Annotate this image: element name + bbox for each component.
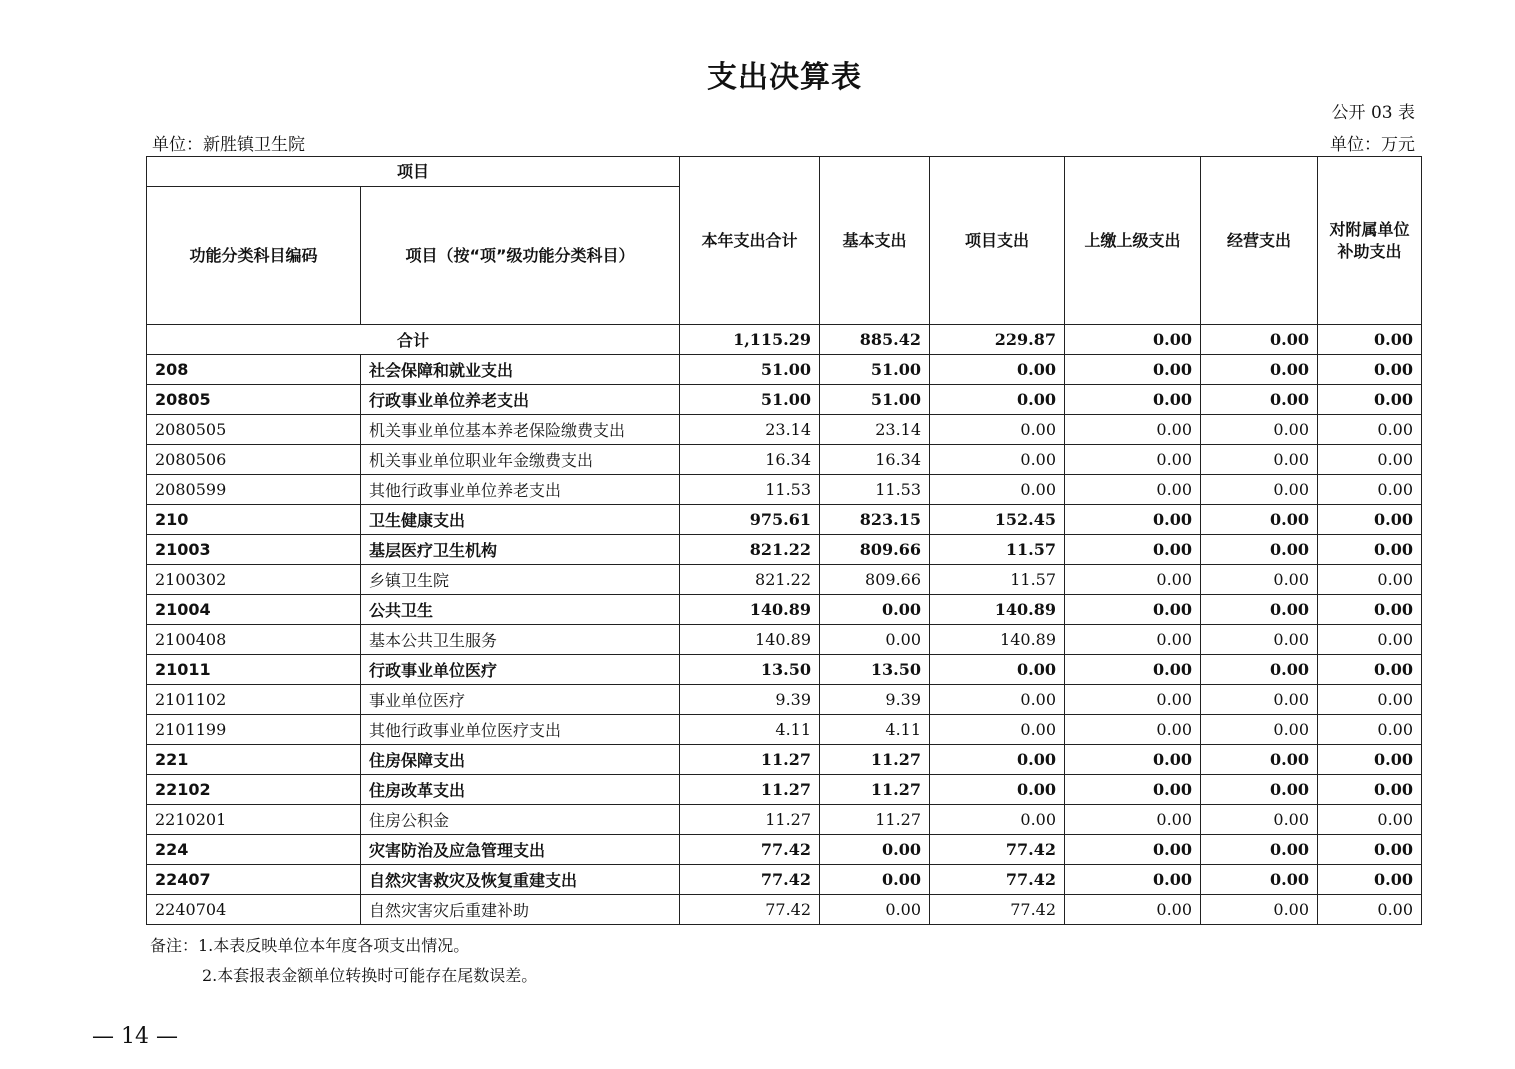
cell-project: 0.00	[930, 415, 1065, 445]
table-row	[147, 715, 1422, 745]
cell-upper: 0.00	[1065, 685, 1201, 715]
header-project: 项目支出	[930, 157, 1065, 325]
cell-subsidy: 0.00	[1318, 835, 1422, 865]
form-number: 公开 03 表	[1331, 103, 1415, 123]
cell-name: 其他行政事业单位医疗支出	[361, 715, 680, 745]
cell-upper: 0.00	[1065, 355, 1201, 385]
page-number: — 14 —	[92, 1024, 178, 1049]
cell-upper: 0.00	[1065, 505, 1201, 535]
cell-project: 0.00	[930, 475, 1065, 505]
cell-upper: 0.00	[1065, 475, 1201, 505]
cell-basic: 13.50	[820, 655, 930, 685]
cell-business: 0.00	[1201, 655, 1318, 685]
table-body	[147, 325, 1422, 925]
cell-business: 0.00	[1201, 505, 1318, 535]
cell-basic: 16.34	[820, 445, 930, 475]
cell-basic: 11.27	[820, 775, 930, 805]
cell-subsidy: 0.00	[1318, 325, 1422, 355]
cell-total: 821.22	[680, 535, 820, 565]
cell-project: 0.00	[930, 745, 1065, 775]
cell-total: 140.89	[680, 625, 820, 655]
cell-name: 行政事业单位养老支出	[361, 385, 680, 415]
cell-basic: 23.14	[820, 415, 930, 445]
cell-project: 11.57	[930, 535, 1065, 565]
table-row	[147, 685, 1422, 715]
cell-basic: 11.53	[820, 475, 930, 505]
cell-basic: 0.00	[820, 865, 930, 895]
cell-business: 0.00	[1201, 745, 1318, 775]
cell-total: 13.50	[680, 655, 820, 685]
header-row-1	[147, 157, 1422, 187]
cell-business: 0.00	[1201, 475, 1318, 505]
cell-upper: 0.00	[1065, 865, 1201, 895]
cell-subsidy: 0.00	[1318, 805, 1422, 835]
cell-upper: 0.00	[1065, 895, 1201, 925]
cell-subsidy: 0.00	[1318, 415, 1422, 445]
cell-code: 2101102	[147, 685, 361, 715]
cell-total: 821.22	[680, 565, 820, 595]
cell-basic: 0.00	[820, 625, 930, 655]
cell-project: 140.89	[930, 625, 1065, 655]
cell-project: 0.00	[930, 655, 1065, 685]
cell-basic: 823.15	[820, 505, 930, 535]
cell-upper: 0.00	[1065, 715, 1201, 745]
cell-business: 0.00	[1201, 715, 1318, 745]
table-row	[147, 505, 1422, 535]
expenditure-table	[146, 156, 1422, 925]
cell-subsidy: 0.00	[1318, 355, 1422, 385]
cell-basic: 11.27	[820, 745, 930, 775]
cell-basic: 809.66	[820, 565, 930, 595]
header-upper: 上缴上级支出	[1065, 157, 1201, 325]
cell-code: 2100408	[147, 625, 361, 655]
cell-basic: 51.00	[820, 385, 930, 415]
table-row	[147, 445, 1422, 475]
table-row	[147, 745, 1422, 775]
cell-basic: 9.39	[820, 685, 930, 715]
cell-total: 9.39	[680, 685, 820, 715]
cell-name: 住房公积金	[361, 805, 680, 835]
cell-business: 0.00	[1201, 805, 1318, 835]
cell-total: 140.89	[680, 595, 820, 625]
cell-subsidy: 0.00	[1318, 655, 1422, 685]
cell-code: 210	[147, 505, 361, 535]
cell-upper: 0.00	[1065, 655, 1201, 685]
cell-business: 0.00	[1201, 565, 1318, 595]
cell-business: 0.00	[1201, 685, 1318, 715]
cell-name: 机关事业单位职业年金缴费支出	[361, 445, 680, 475]
cell-business: 0.00	[1201, 595, 1318, 625]
total-row	[147, 325, 1422, 355]
table-row	[147, 565, 1422, 595]
cell-code: 2240704	[147, 895, 361, 925]
cell-basic: 0.00	[820, 895, 930, 925]
table-row	[147, 775, 1422, 805]
cell-subsidy: 0.00	[1318, 745, 1422, 775]
cell-subsidy: 0.00	[1318, 505, 1422, 535]
table-row	[147, 805, 1422, 835]
cell-upper: 0.00	[1065, 805, 1201, 835]
table-row	[147, 625, 1422, 655]
cell-code: 22102	[147, 775, 361, 805]
cell-total: 11.27	[680, 745, 820, 775]
cell-total: 77.42	[680, 865, 820, 895]
cell-subsidy: 0.00	[1318, 565, 1422, 595]
cell-name: 其他行政事业单位养老支出	[361, 475, 680, 505]
cell-upper: 0.00	[1065, 535, 1201, 565]
cell-business: 0.00	[1201, 625, 1318, 655]
cell-business: 0.00	[1201, 415, 1318, 445]
note-2: 2.本套报表金额单位转换时可能存在尾数误差。	[202, 966, 538, 985]
cell-subsidy: 0.00	[1318, 865, 1422, 895]
cell-upper: 0.00	[1065, 775, 1201, 805]
cell-basic: 809.66	[820, 535, 930, 565]
cell-name: 自然灾害灾后重建补助	[361, 895, 680, 925]
cell-total: 16.34	[680, 445, 820, 475]
cell-code: 2080505	[147, 415, 361, 445]
cell-project: 77.42	[930, 895, 1065, 925]
cell-name: 卫生健康支出	[361, 505, 680, 535]
table-row	[147, 415, 1422, 445]
table-row	[147, 475, 1422, 505]
cell-upper: 0.00	[1065, 595, 1201, 625]
cell-name: 自然灾害救灾及恢复重建支出	[361, 865, 680, 895]
cell-project: 229.87	[930, 325, 1065, 355]
cell-project: 0.00	[930, 805, 1065, 835]
cell-code: 224	[147, 835, 361, 865]
cell-code: 21011	[147, 655, 361, 685]
cell-business: 0.00	[1201, 355, 1318, 385]
cell-upper: 0.00	[1065, 625, 1201, 655]
document-title: 支出决算表	[707, 60, 862, 95]
cell-upper: 0.00	[1065, 445, 1201, 475]
cell-business: 0.00	[1201, 865, 1318, 895]
currency-unit: 单位：万元	[1330, 135, 1415, 155]
organization-unit: 单位：新胜镇卫生院	[152, 135, 305, 155]
header-name: 项目（按“项”级功能分类科目）	[361, 187, 680, 325]
cell-code: 2210201	[147, 805, 361, 835]
cell-name: 社会保障和就业支出	[361, 355, 680, 385]
cell-code: 22407	[147, 865, 361, 895]
cell-subsidy: 0.00	[1318, 595, 1422, 625]
header-code: 功能分类科目编码	[147, 187, 361, 325]
table-row	[147, 865, 1422, 895]
cell-code: 2101199	[147, 715, 361, 745]
cell-code: 20805	[147, 385, 361, 415]
table-row	[147, 355, 1422, 385]
cell-code: 21003	[147, 535, 361, 565]
cell-subsidy: 0.00	[1318, 625, 1422, 655]
cell-business: 0.00	[1201, 835, 1318, 865]
cell-name: 灾害防治及应急管理支出	[361, 835, 680, 865]
cell-basic: 11.27	[820, 805, 930, 835]
cell-code: 21004	[147, 595, 361, 625]
cell-upper: 0.00	[1065, 835, 1201, 865]
cell-subsidy: 0.00	[1318, 535, 1422, 565]
cell-name: 事业单位医疗	[361, 685, 680, 715]
cell-project: 0.00	[930, 385, 1065, 415]
cell-project: 0.00	[930, 685, 1065, 715]
cell-project: 140.89	[930, 595, 1065, 625]
table-row	[147, 895, 1422, 925]
cell-code: 2080506	[147, 445, 361, 475]
cell-basic: 4.11	[820, 715, 930, 745]
cell-project: 0.00	[930, 355, 1065, 385]
cell-total: 51.00	[680, 385, 820, 415]
cell-code: 208	[147, 355, 361, 385]
cell-basic: 885.42	[820, 325, 930, 355]
cell-upper: 0.00	[1065, 385, 1201, 415]
cell-subsidy: 0.00	[1318, 475, 1422, 505]
cell-name: 基本公共卫生服务	[361, 625, 680, 655]
cell-subsidy: 0.00	[1318, 385, 1422, 415]
total-label: 合计	[147, 325, 680, 355]
note-1: 备注：1.本表反映单位本年度各项支出情况。	[150, 936, 470, 955]
header-subsidy: 对附属单位补助支出	[1318, 157, 1422, 325]
cell-project: 11.57	[930, 565, 1065, 595]
cell-upper: 0.00	[1065, 415, 1201, 445]
cell-project: 0.00	[930, 445, 1065, 475]
cell-code: 2080599	[147, 475, 361, 505]
cell-subsidy: 0.00	[1318, 775, 1422, 805]
cell-business: 0.00	[1201, 445, 1318, 475]
cell-basic: 0.00	[820, 595, 930, 625]
cell-total: 1,115.29	[680, 325, 820, 355]
cell-basic: 51.00	[820, 355, 930, 385]
cell-business: 0.00	[1201, 895, 1318, 925]
cell-subsidy: 0.00	[1318, 685, 1422, 715]
cell-upper: 0.00	[1065, 565, 1201, 595]
table-row	[147, 385, 1422, 415]
cell-name: 乡镇卫生院	[361, 565, 680, 595]
cell-total: 77.42	[680, 835, 820, 865]
cell-total: 11.53	[680, 475, 820, 505]
cell-code: 221	[147, 745, 361, 775]
cell-name: 住房改革支出	[361, 775, 680, 805]
cell-business: 0.00	[1201, 775, 1318, 805]
table-row	[147, 835, 1422, 865]
table-row	[147, 595, 1422, 625]
cell-name: 行政事业单位医疗	[361, 655, 680, 685]
header-business: 经营支出	[1201, 157, 1318, 325]
cell-total: 51.00	[680, 355, 820, 385]
cell-business: 0.00	[1201, 385, 1318, 415]
cell-subsidy: 0.00	[1318, 445, 1422, 475]
cell-total: 4.11	[680, 715, 820, 745]
cell-total: 975.61	[680, 505, 820, 535]
cell-business: 0.00	[1201, 535, 1318, 565]
cell-total: 77.42	[680, 895, 820, 925]
cell-upper: 0.00	[1065, 745, 1201, 775]
cell-code: 2100302	[147, 565, 361, 595]
header-total: 本年支出合计	[680, 157, 820, 325]
header-basic: 基本支出	[820, 157, 930, 325]
cell-project: 152.45	[930, 505, 1065, 535]
table-row	[147, 535, 1422, 565]
cell-upper: 0.00	[1065, 325, 1201, 355]
cell-project: 77.42	[930, 865, 1065, 895]
cell-project: 0.00	[930, 715, 1065, 745]
header-project-group: 项目	[147, 157, 680, 187]
cell-total: 11.27	[680, 805, 820, 835]
cell-total: 23.14	[680, 415, 820, 445]
cell-subsidy: 0.00	[1318, 895, 1422, 925]
cell-name: 住房保障支出	[361, 745, 680, 775]
cell-name: 基层医疗卫生机构	[361, 535, 680, 565]
cell-total: 11.27	[680, 775, 820, 805]
table-row	[147, 655, 1422, 685]
cell-business: 0.00	[1201, 325, 1318, 355]
cell-subsidy: 0.00	[1318, 715, 1422, 745]
cell-project: 77.42	[930, 835, 1065, 865]
cell-project: 0.00	[930, 775, 1065, 805]
cell-basic: 0.00	[820, 835, 930, 865]
cell-name: 机关事业单位基本养老保险缴费支出	[361, 415, 680, 445]
cell-name: 公共卫生	[361, 595, 680, 625]
